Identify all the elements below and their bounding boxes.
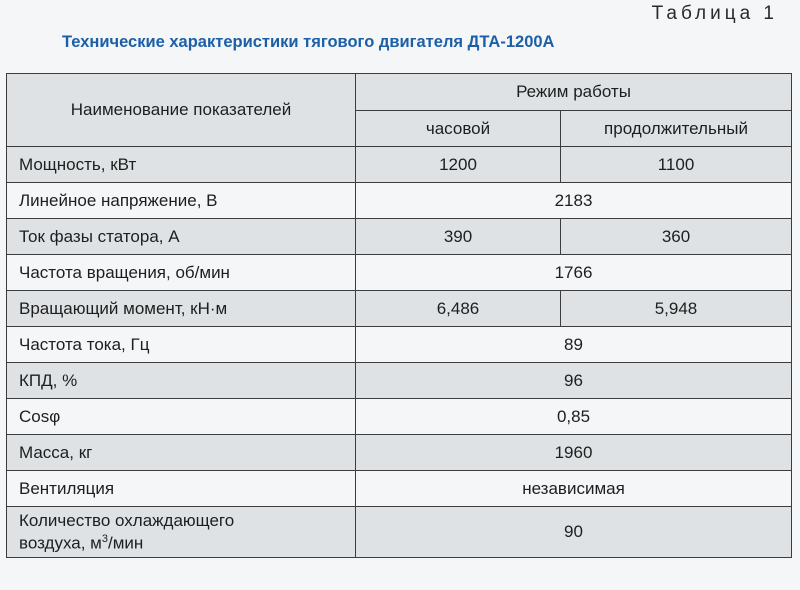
row-value: 1766 — [356, 255, 792, 291]
header-mode-cell: Режим работы — [356, 74, 792, 111]
row-name: Вентиляция — [7, 471, 356, 507]
row-continuous-value: 5,948 — [561, 291, 792, 327]
row-name: Вращающий момент, кН·м — [7, 291, 356, 327]
row-name: Масса, кг — [7, 435, 356, 471]
row-value: 1960 — [356, 435, 792, 471]
header-name-cell: Наименование показателей — [7, 74, 356, 147]
row-value: 2183 — [356, 183, 792, 219]
row-name: Частота тока, Гц — [7, 327, 356, 363]
row-name: КПД, % — [7, 363, 356, 399]
row-name: Частота вращения, об/мин — [7, 255, 356, 291]
table-row — [7, 255, 792, 291]
table-label: Таблица 1 — [651, 3, 778, 24]
row-name: Ток фазы статора, А — [7, 219, 356, 255]
row-name-line1: Количество охлаждающего — [19, 510, 235, 530]
table-row — [7, 471, 792, 507]
row-hourly-value: 6,486 — [356, 291, 561, 327]
row-name — [7, 507, 356, 558]
table-row — [7, 435, 792, 471]
row-name-line2-unit: /мин — [107, 533, 144, 553]
row-value: 89 — [356, 327, 792, 363]
row-value: независимая — [356, 471, 792, 507]
table-row — [7, 327, 792, 363]
row-name-line2: воздуха, м — [19, 533, 102, 553]
table-row — [7, 291, 792, 327]
header-continuous-cell: продолжительный — [561, 111, 792, 147]
row-continuous-value: 1100 — [561, 147, 792, 183]
table-row — [7, 183, 792, 219]
table-row — [7, 507, 792, 558]
table-row — [7, 399, 792, 435]
row-value: 90 — [356, 507, 792, 558]
row-hourly-value: 390 — [356, 219, 561, 255]
row-name: Cosφ — [7, 399, 356, 435]
row-name: Мощность, кВт — [7, 147, 356, 183]
table-row — [7, 363, 792, 399]
row-value: 96 — [356, 363, 792, 399]
table-row — [7, 219, 792, 255]
header-row — [7, 74, 792, 111]
table-title: Технические характеристики тягового двигателя ДТА-1200А — [62, 33, 555, 51]
row-value: 0,85 — [356, 399, 792, 435]
row-continuous-value: 360 — [561, 219, 792, 255]
header-hourly-cell: часовой — [356, 111, 561, 147]
table-row — [7, 147, 792, 183]
spec-table — [6, 73, 792, 558]
unit-superscript: 3 — [101, 532, 108, 545]
row-name: Линейное напряжение, В — [7, 183, 356, 219]
row-hourly-value: 1200 — [356, 147, 561, 183]
